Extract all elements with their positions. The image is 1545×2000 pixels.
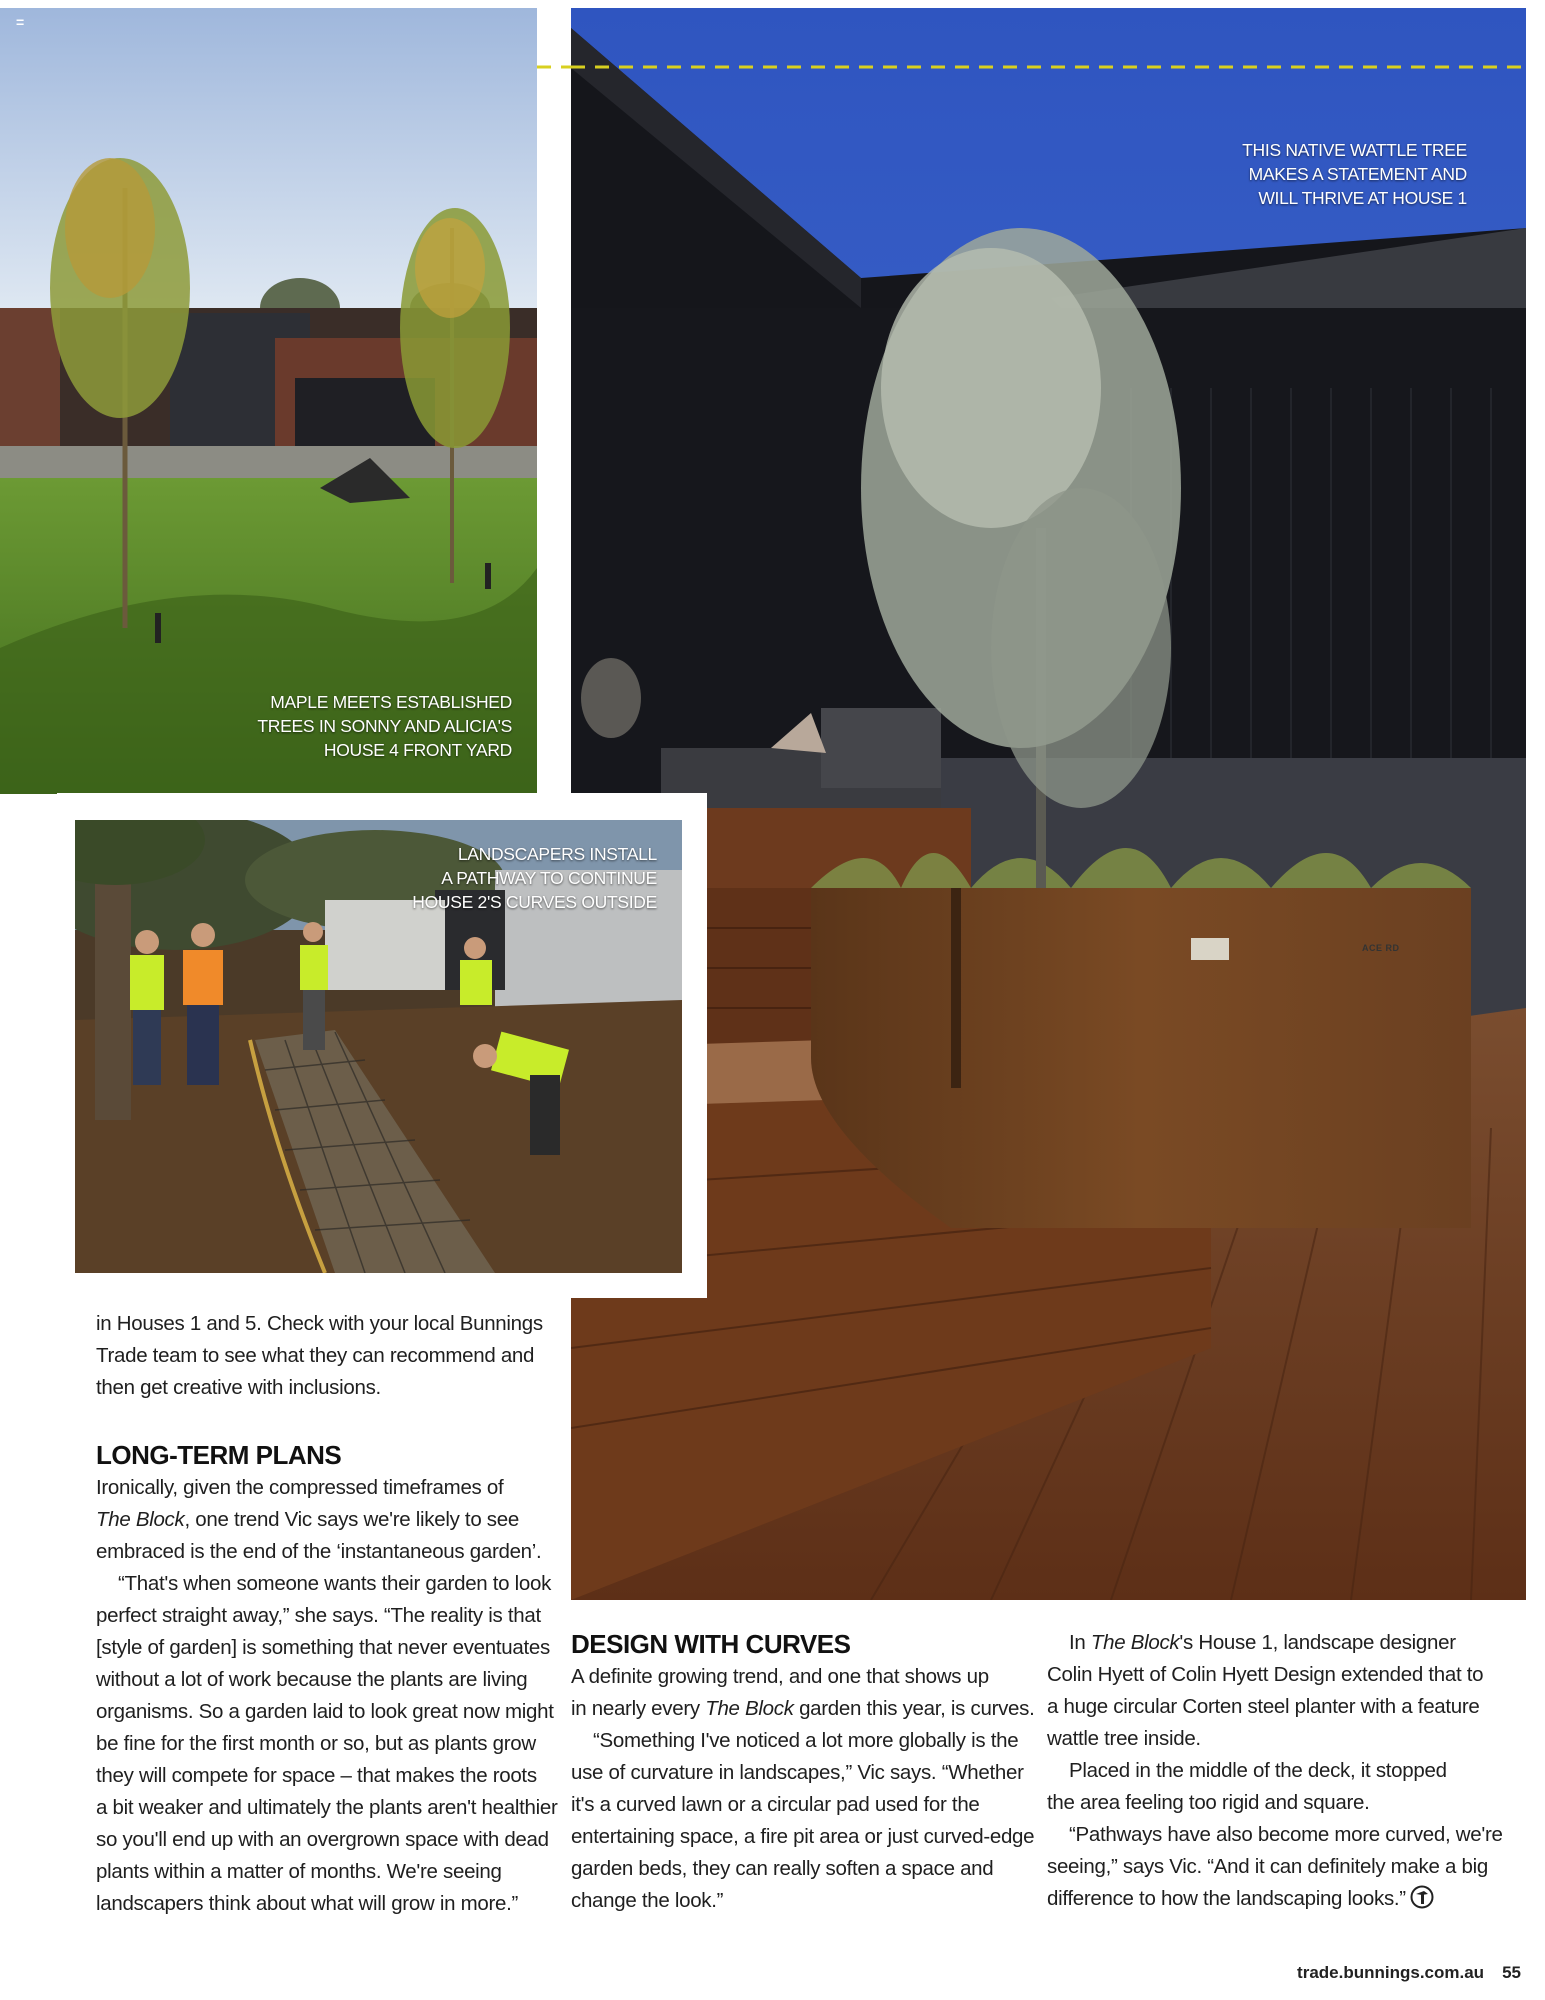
- planter-plate-label: ACE RD: [1362, 943, 1400, 953]
- deck-paragraph: Placed in the middle of the deck, it stopped the area feeling too rigid and square.: [1047, 1759, 1447, 1814]
- heading-long-term-plans: LONG-TERM PLANS: [96, 1440, 342, 1470]
- photo-wattle-planter-deck: [571, 8, 1526, 1600]
- column-1: [96, 1308, 566, 1920]
- planter-plate: [1191, 938, 1229, 960]
- curves-paragraph-1: A definite growing trend, and one that shows up in nearly every The Block garden this year, is curves.: [571, 1665, 1035, 1720]
- caption-wattle: THIS NATIVE WATTLE TREE MAKES A STATEMENT AND WILL THRIVE AT HOUSE 1: [1242, 140, 1467, 208]
- corner-mark: =: [16, 14, 25, 30]
- caption-maple: MAPLE MEETS ESTABLISHED TREES IN SONNY AND ALICIA'S HOUSE 4 FRONT YARD: [257, 692, 512, 760]
- pathways-paragraph: “Pathways have also become more curved, we're seeing,” says Vic. “And it can definitely make a big difference to how the landscaping looks.”: [1047, 1823, 1503, 1910]
- hammer-logo-icon: [1410, 1885, 1434, 1909]
- column-3: [1047, 1627, 1527, 1915]
- dashed-guide-line: [537, 64, 571, 70]
- long-term-paragraph-1: Ironically, given the compressed timeframes of The Block, one trend Vic says we're likely to see embraced is the end of the ‘instantaneous garden’.: [96, 1476, 542, 1563]
- curves-paragraph-2: “Something I've noticed a lot more globally is the use of curvature in landscapes,” Vic says. “Whether it's a curved lawn or a circular pad used for the entertaining space, a fire pit area or just curved-edge garden beds, they can really soften a space and change the look.”: [571, 1729, 1035, 1912]
- long-term-paragraph-2: “That's when someone wants their garden to look perfect straight away,” she says. “The reality is that [style of garden] is something that never eventuates without a lot of work because the plants are living organisms. So a garden laid to look great now might be fine for the first month or so, but as plants grow they will compete for space – that makes the roots a bit weaker and ultimately the plants aren't healthier so you'll end up with an overgrown space with dead plants within a matter of months. We're seeing landscapers think about what will grow in more.”: [96, 1572, 558, 1915]
- caption-pathway: LANDSCAPERS INSTALL A PATHWAY TO CONTINUE HOUSE 2'S CURVES OUTSIDE: [412, 844, 657, 912]
- site-url[interactable]: trade.bunnings.com.au: [1297, 1963, 1485, 1982]
- intro-paragraph: in Houses 1 and 5. Check with your local Bunnings Trade team to see what they can recommend and then get creative with inclusions.: [96, 1312, 543, 1399]
- column-2: [571, 1627, 1041, 1917]
- heading-design-with-curves: DESIGN WITH CURVES: [571, 1629, 851, 1659]
- photo-maple-front-yard: [0, 8, 537, 794]
- page-number: 55: [1502, 1963, 1521, 1982]
- page-footer: [1297, 1963, 1521, 1983]
- house1-paragraph: In The Block's House 1, landscape designer Colin Hyett of Colin Hyett Design extended that to a huge circular Corten steel planter with a feature wattle tree inside.: [1047, 1631, 1484, 1750]
